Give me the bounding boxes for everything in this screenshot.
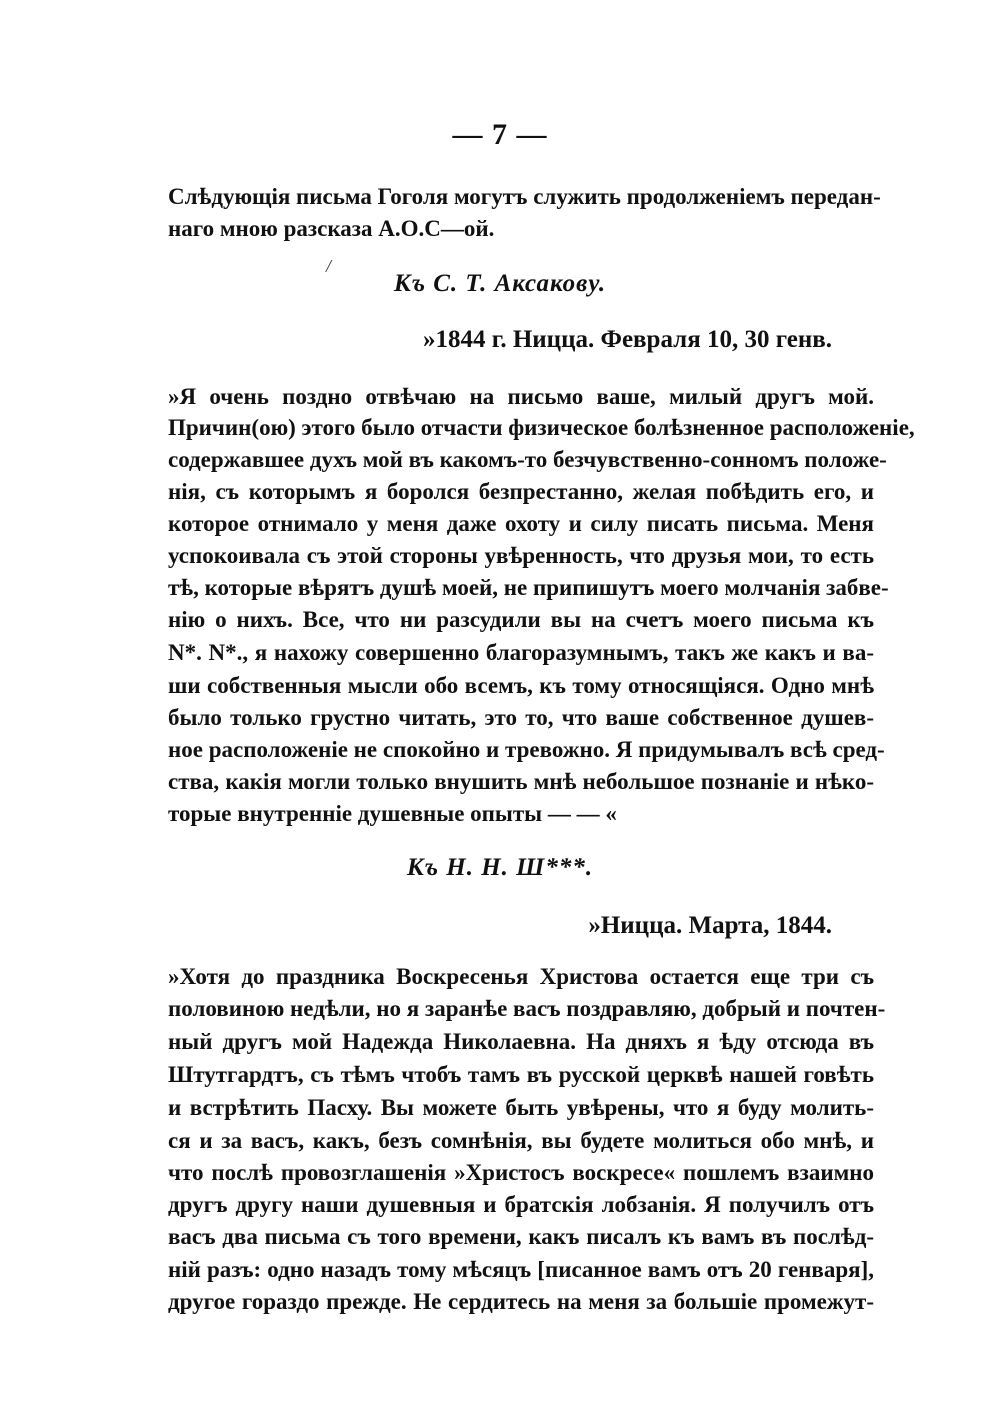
letter-line: другъ другу наши душевныя и братскія лобзанія. Я получилъ отъ [168,1192,874,1217]
letter-line: Причин(ою) этого было отчасти физическое болѣзненное расположеніе, [168,415,915,440]
letter-line: что послѣ провозглашенія »Христосъ воскресе« пошлемъ взаимно [168,1160,874,1185]
intro-line: наго мною разсказа А.О.С—ой. [168,216,495,241]
letter-line: было только грустно читать, это то, что ваше собственное душев- [168,705,874,730]
letter-line: успокоивала съ этой стороны увѣренность, что друзья мои, то есть [168,543,874,568]
letter-line: содержавшее духъ мой въ какомъ-то безчувственно-сонномъ положе- [168,447,887,472]
intro-line: Слѣдующія письма Гоголя могутъ служить продолженіемъ передан- [168,184,881,209]
letter-line: ся и за васъ, какъ, безъ сомнѣнія, вы будете молиться обо мнѣ, и [168,1128,874,1153]
letter-line: ное расположеніе не спокойно и тревожно. Я придумывалъ всѣ сред- [168,737,885,762]
letter-line: и встрѣтить Пасху. Вы можете быть увѣрены, что я буду молить- [168,1095,874,1120]
letter-dateline: »1844 г. Ницца. Февраля 10, 30 генв. [423,326,832,353]
letter-line: ства, какія могли только внушить мнѣ небольшое познаніе и нѣко- [168,769,874,794]
letter-line: ній разъ: одно назадъ тому мѣсяцъ [писанное вамъ отъ 20 генваря], [168,1257,874,1282]
letter-line: ный другъ мой Надежда Николаевна. На дняхъ я ѣду отсюда въ [168,1029,874,1054]
letter-line: N*. N*., я нахожу совершенно благоразумнымъ, такъ же какъ и ва- [168,640,874,665]
page-number: — 7 — [452,118,548,151]
letter-line: »Хотя до праздника Воскресенья Христова остается еще три съ [168,964,874,989]
stray-mark: / [326,256,332,276]
letter-line: Штутгардтъ, съ тѣмъ чтобъ тамъ въ русской церквѣ нашей говѣть [168,1062,874,1087]
letter-line: ши собственныя мысли обо всемъ, къ тому относящіяся. Одно мнѣ [168,673,874,698]
letter-line: »Я очень поздно отвѣчаю на письмо ваше, милый другъ мой. [168,384,874,409]
letter-line: другое гораздо прежде. Не сердитесь на меня за большіе промежут- [168,1289,874,1314]
letter-line: которое отнимало у меня даже охоту и силу писать письма. Меня [168,511,874,536]
letter-line: нія, съ которымъ я боролся безпрестанно, желая побѣдить его, и [168,479,874,504]
letter-line: половиною недѣли, но я заранѣе васъ поздравляю, добрый и почтен- [168,996,886,1021]
letter-heading: Къ С. Т. Аксакову. [393,270,607,297]
letter-heading: Къ Н. Н. Ш***. [406,854,594,881]
letter-line: нію о нихъ. Все, что ни разсудили вы на счетъ моего письма къ [168,607,874,632]
letter-dateline: »Ницца. Марта, 1844. [588,912,832,939]
letter-line: тѣ, которые вѣрятъ душѣ моей, не припишутъ моего молчанія забве- [168,575,889,600]
letter-line: васъ два письма съ того времени, какъ писалъ къ вамъ въ послѣд- [168,1224,874,1249]
letter-line: торые внутренніе душевные опыты — — « [168,801,617,826]
